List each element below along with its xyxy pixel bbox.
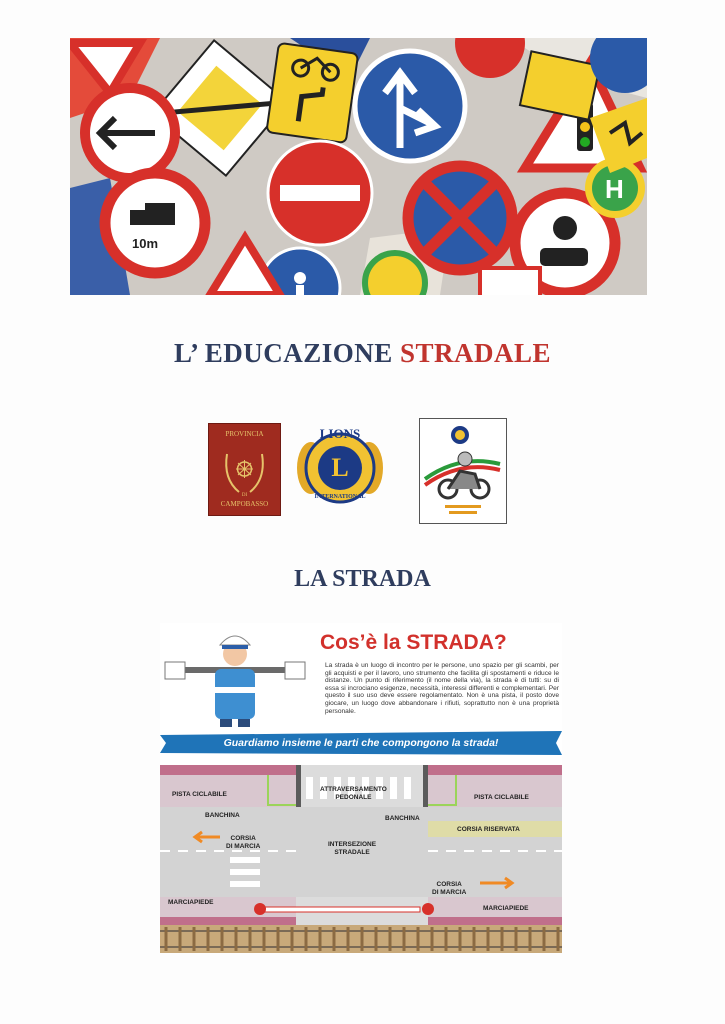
label-corsia-riservata: CORSIA RISERVATA	[457, 826, 520, 833]
label-pista-ciclabile-left: PISTA CICLABILE	[172, 791, 227, 798]
provincia-campobasso-logo	[208, 423, 281, 516]
lions-club-logo	[419, 418, 507, 524]
label-intersezione: INTERSEZIONE STRADALE	[328, 841, 377, 856]
infographic-body: La strada è un luogo di incontro per le persone, uno spazio per gli scambi, per gli acquisti e per il lavoro, uno strumento che facilita gli spostamenti e riduce le distanze. Un punto di riferimento (il nome della via), la strada è di tutti: su di essa si incrociano esigenze, necessità, interessi differenti e complementari. Per questo il suo uso deve essere regolamentato. Non è una pista, il posto dove giocare, un luogo dove abbandonare i rifiuti, soprattutto non è una proprietà personale.	[325, 662, 559, 715]
strada-infographic	[160, 623, 562, 953]
label-corsia-left: CORSIA DI MARCIA	[226, 835, 261, 850]
provincia-di: DI	[241, 493, 248, 498]
label-banchina-right: BANCHINA	[385, 815, 420, 822]
svg-text:H: H	[605, 174, 624, 204]
infographic-heading: Cos’è la STRADA?	[320, 631, 507, 654]
lions-international-logo	[297, 418, 383, 516]
traffic-officer-icon	[160, 627, 310, 727]
page-title	[0, 338, 725, 369]
label-attraversamento: ATTRAVERSAMENTO PEDONALE	[320, 786, 387, 801]
section-title: LA STRADA	[294, 566, 431, 592]
lions-letter: L	[331, 453, 349, 482]
label-marciapiede-right: MARCIAPIEDE	[483, 905, 529, 912]
road-signs-collage-image	[70, 38, 647, 295]
label-banchina-left: BANCHINA	[205, 812, 240, 819]
lions-word: LIONS	[319, 426, 361, 441]
svg-text:10m: 10m	[132, 236, 159, 251]
provincia-label: PROVINCIA	[225, 430, 264, 438]
title-part-1: L’ EDUCAZIONE	[173, 338, 400, 368]
title-part-2: STRADALE	[400, 338, 552, 368]
provincia-city: CAMPOBASSO	[220, 500, 269, 508]
label-corsia-right: CORSIA DI MARCIA	[432, 881, 467, 896]
lions-international-label: INTERNATIONAL	[314, 494, 366, 500]
label-marciapiede-left: MARCIAPIEDE	[168, 899, 214, 906]
info-banner: Guardiamo insieme le parti che compongono la strada!	[223, 737, 499, 749]
label-pista-ciclabile-right: PISTA CICLABILE	[474, 794, 529, 801]
